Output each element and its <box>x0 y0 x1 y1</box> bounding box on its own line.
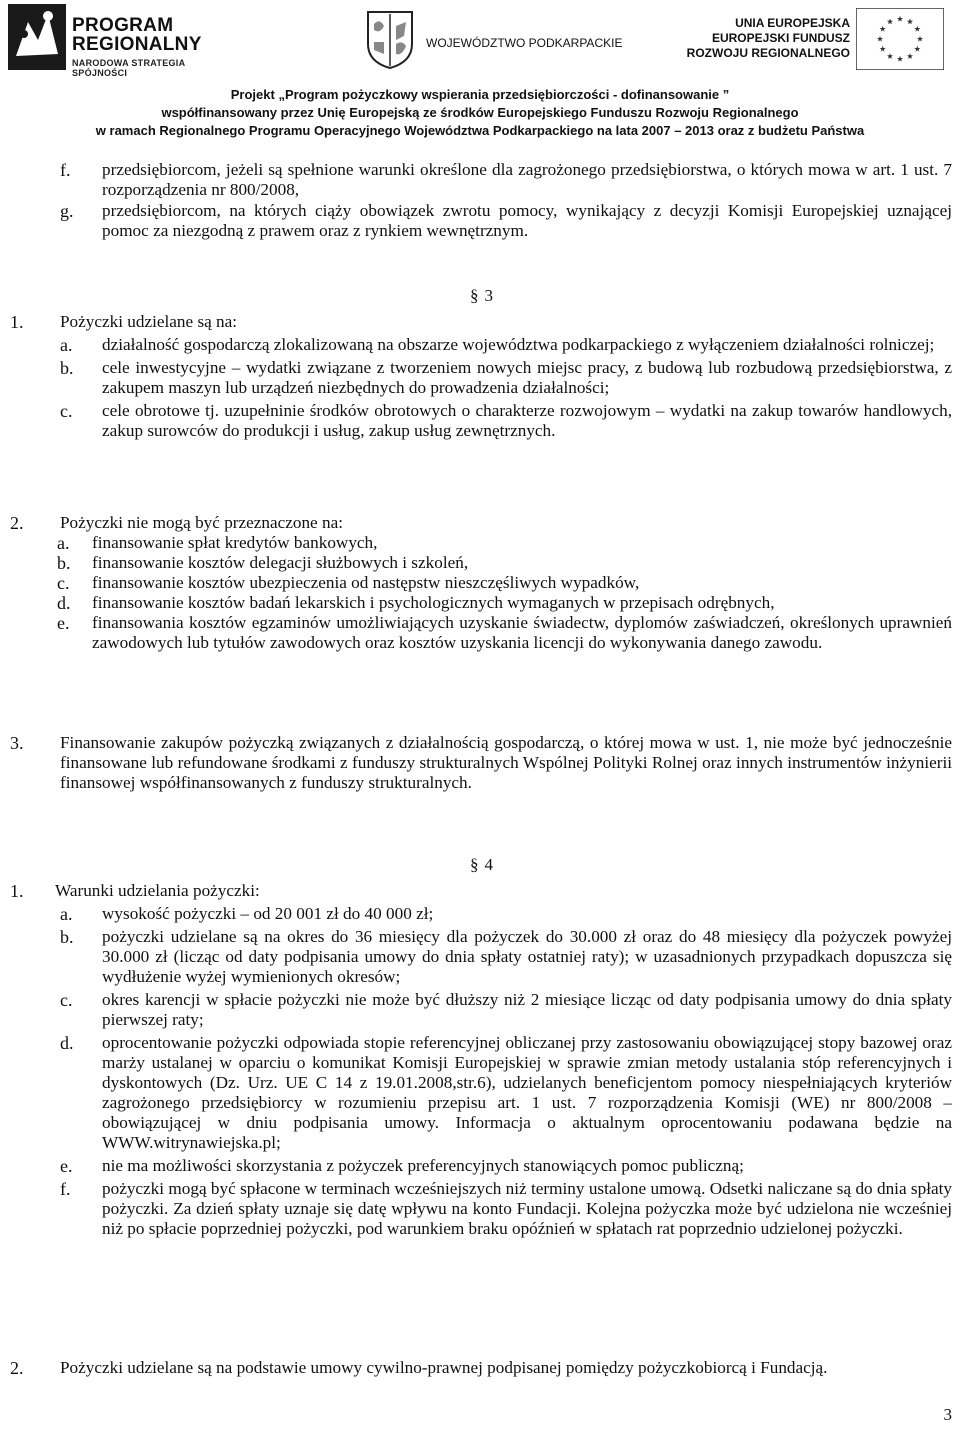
list-marker: f. <box>60 1179 71 1199</box>
list-marker: b. <box>60 927 74 947</box>
list-marker: d. <box>60 1033 74 1053</box>
paragraph-body <box>10 733 952 793</box>
section-4-paragraph-1 <box>0 881 960 1239</box>
list-text: pożyczki udzielane są na okres do 36 miesięcy dla pożyczek do 30.000 zł oraz do 48 miesięcy dla pożyczek powyżej 30.000 zł (licząc od daty podpisania umowy do dnia spłaty ostatniej raty); w uzasadnionych przypadkach dopuszcza się wydłużenie wyżej wymienionych okresów; <box>102 927 952 986</box>
paragraph-marker: 2. <box>10 1358 24 1378</box>
list-item <box>60 1179 952 1239</box>
list-text: okres karencji w spłacie pożyczki nie może być dłuższy niż 2 miesiące licząc od daty podpisania umowy do dnia spłaty pierwszej raty; <box>102 990 952 1029</box>
section-3-paragraph-3 <box>0 733 960 793</box>
section-3-heading <box>470 286 493 306</box>
list-item <box>57 573 952 593</box>
list-text: cele obrotowe tj. uzupełninie środków obrotowych o charakterze rozwojowym – wydatki na zakup towarów handlowych, zakup surowców do produkcji i usług, zakup usług zewnętrznych. <box>102 401 952 440</box>
list-item <box>60 335 952 355</box>
eu-line-1: UNIA EUROPEJSKA <box>735 16 850 30</box>
page-header <box>0 0 960 140</box>
list-item <box>60 1033 952 1153</box>
list-marker: c. <box>60 401 73 421</box>
list-text: finansowanie kosztów delegacji służbowych i szkoleń, <box>92 553 469 572</box>
project-line-2: współfinansowany przez Unię Europejską ze środków Europejskiego Funduszu Rozwoju Regionalnego <box>161 105 799 120</box>
paragraph-heading <box>10 312 960 332</box>
section-4-heading <box>470 855 493 875</box>
list-text: finansowanie kosztów badań lekarskich i psychologicznych wymaganych w przepisach odrębnych, <box>92 593 775 612</box>
list-text: wysokość pożyczki – od 20 001 zł do 40 000 zł; <box>102 904 434 923</box>
list-text: nie ma możliwości skorzystania z pożyczek preferencyjnych stanowiących pomoc publiczną; <box>102 1156 744 1175</box>
list-item <box>60 990 952 1030</box>
paragraph-heading-text: Pożyczki udzielane są na: <box>60 312 238 331</box>
list-item <box>60 201 952 241</box>
voivodeship-logo <box>366 8 626 72</box>
paragraph-heading-text: Warunki udzielania pożyczki: <box>55 881 260 900</box>
list-marker: f. <box>60 160 71 180</box>
paragraph-marker: 1. <box>10 881 24 901</box>
list-text: pożyczki mogą być spłacone w terminach wcześniejszych niż terminy ustalone umową. Odsetki naliczane są do dnia spłaty pożyczki. Za dzień spłaty uznaje się datę wpływu na konto Fundacji. Kolejna pożyczka może być udzielona nie wcześniej niż po spłacie poprzedniej pożyczki, pod warunkiem braku opóźnień w spłatach rat poprzednio udzielonej pożyczki. <box>102 1179 952 1238</box>
section-3-paragraph-1 <box>0 312 960 441</box>
section-3-paragraph-2 <box>0 513 960 653</box>
eu-flag-icon <box>856 8 944 70</box>
section-4-paragraph-2 <box>0 1358 960 1378</box>
section-number: 4 <box>484 855 493 874</box>
list-item <box>57 533 952 553</box>
section-number: 3 <box>484 286 493 305</box>
project-line-1: Projekt „Program pożyczkowy wspierania przedsiębiorczości - dofinansowanie ” <box>230 87 730 102</box>
top-list <box>0 160 960 241</box>
program-regionalny-logo <box>8 4 238 78</box>
list-item <box>60 160 952 200</box>
page-number: 3 <box>943 1405 952 1424</box>
list-marker: a. <box>60 335 73 355</box>
list-text: finansowanie spłat kredytów bankowych, <box>92 533 378 552</box>
list-item <box>57 553 952 573</box>
paragraph-marker: 2. <box>10 513 24 533</box>
list-text: działalność gospodarczą zlokalizowaną na obszarze województwa podkarpackiego z wyłączeniem działalności rolniczej; <box>102 335 935 354</box>
list-marker: g. <box>60 201 74 221</box>
list-text: oprocentowanie pożyczki odpowiada stopie referencyjnej obliczanej przy zastosowaniu obowiązującej stopy bazowej oraz marży ustalanej w oparciu o komunikat Komisji Europejskiej w sprawie zmian metody ustalania stóp referencyjnych i dyskontowych (Dz. Urz. UE C 14 z 19.01.2008,str.6), udzielanych beneficjentom pomocy niespełniających kryteriów zagrożonego przedsiębiorcy w rozumieniu przepisu art. 1 ust. 7 rozporządzenia Komisji (WE) nr 800/2008 – obowiązującej w dniu podpisania umowy. Informacja o aktualnym oprocentowaniu podawana będzie na WWW.witrynawiejska.pl; <box>102 1033 952 1152</box>
program-regionalny-mark-icon <box>8 4 66 70</box>
paragraph-heading-text: Pożyczki nie mogą być przeznaczone na: <box>60 513 343 532</box>
paragraph-text: Finansowanie zakupów pożyczką związanych z działalnością gospodarczą, o której mowa w ust. 1, nie może być jednocześnie finansowane lub refundowane środkami z funduszy strukturalnych Wspólnej Polityki Rolnej oraz innych instrumentów inżynierii finansowej współfinansowanych z funduszy strukturalnych. <box>60 733 952 792</box>
list-marker: a. <box>57 533 70 553</box>
list-text: finansowanie kosztów ubezpieczenia od następstw nieszczęśliwych wypadków, <box>92 573 640 592</box>
paragraph-marker: 3. <box>10 733 24 753</box>
coat-of-arms-icon <box>366 10 414 70</box>
eu-line-2: EUROPEJSKI FUNDUSZ <box>711 31 850 45</box>
project-description <box>0 86 960 140</box>
list-text: przedsiębiorcom, jeżeli są spełnione warunki określone dla zagrożonego przedsiębiorstwa, o których mowa w art. 1 ust. 7 rozporządzenia nr 800/2008, <box>102 160 952 199</box>
paragraph-heading <box>10 881 960 901</box>
list-marker: c. <box>57 573 70 593</box>
strategy-label: NARODOWA STRATEGIA SPÓJNOŚCI <box>72 58 186 78</box>
list-item <box>57 613 952 653</box>
list-item <box>60 401 952 441</box>
list-item <box>57 593 952 613</box>
list-marker: e. <box>57 613 70 633</box>
eu-logo <box>680 8 950 72</box>
program-label: PROGRAM <box>72 15 174 36</box>
eu-line-3: ROZWOJU REGIONALNEGO <box>686 46 850 60</box>
list-item <box>60 904 952 924</box>
list-text: finansowania kosztów egzaminów umożliwiających uzyskanie świadectw, dyplomów zaświadczeń, określonych uprawnień zawodowych lub tytułów zawodowych oraz kosztów uzyskania licencji do wykonywania danego zawodu. <box>92 613 952 652</box>
list-marker: d. <box>57 593 71 613</box>
list-marker: c. <box>60 990 73 1010</box>
section-sign: § <box>470 855 479 874</box>
list-marker: b. <box>60 358 74 378</box>
paragraph-marker: 1. <box>10 312 24 332</box>
paragraph-body <box>10 1358 952 1378</box>
list-item <box>60 358 952 398</box>
list-item <box>60 927 952 987</box>
section-sign: § <box>470 286 479 305</box>
project-line-3: w ramach Regionalnego Programu Operacyjnego Województwa Podkarpackiego na lata 2007 – 2013 oraz z budżetu Państwa <box>95 123 865 138</box>
list-marker: e. <box>60 1156 73 1176</box>
paragraph-text: Pożyczki udzielane są na podstawie umowy cywilno-prawnej podpisanej pomiędzy pożyczkobiorcą i Fundacją. <box>60 1358 828 1377</box>
list-item <box>60 1156 952 1176</box>
voivodeship-label: WOJEWÓDZTWO PODKARPACKIE <box>426 36 623 50</box>
regionalny-label: REGIONALNY <box>72 34 202 55</box>
list-marker: a. <box>60 904 73 924</box>
list-text: cele inwestycyjne – wydatki związane z tworzeniem nowych miejsc pracy, z budową lub rozbudową przedsiębiorstwa, z zakupem maszyn lub urządzeń niezbędnych do prowadzenia działalności; <box>102 358 952 397</box>
list-marker: b. <box>57 553 71 573</box>
list-text: przedsiębiorcom, na których ciąży obowiązek zwrotu pomocy, wynikający z decyzji Komisji Europejskiej uznającej pomoc za niezgodną z prawem oraz z rynkiem wewnętrznym. <box>102 201 952 240</box>
paragraph-heading <box>10 513 960 533</box>
